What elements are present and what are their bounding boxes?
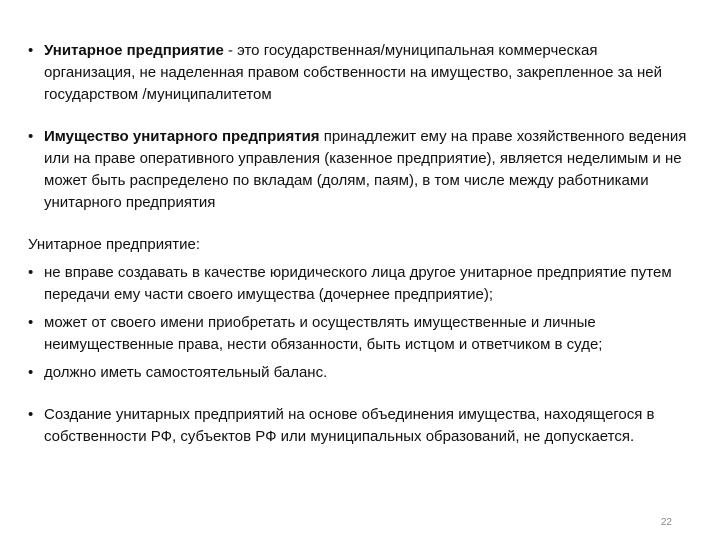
subheading: Унитарное предприятие: <box>28 236 200 253</box>
definition-text: - это государственная/муниципальная коммерческая организация, не наделенная правом собственности на имущество, закрепленное за ней государством /муниципалитетом <box>44 42 663 103</box>
bullet-dot: • <box>28 264 34 281</box>
definition-term: Унитарное предприятие <box>44 42 224 59</box>
property-term: Имущество унитарного предприятия <box>44 128 320 145</box>
list-item-text: может от своего имени приобретать и осуществлять имущественные и личные неимущественные права, нести обязанности, быть истцом и ответчиком в суде; <box>44 314 603 353</box>
list-item <box>28 262 688 306</box>
bullet-dot: • <box>28 406 34 423</box>
bullet-dot: • <box>28 42 34 59</box>
slide-content <box>28 40 688 448</box>
list-item-text: не вправе создавать в качестве юридического лица другое унитарное предприятие путем передачи ему части своего имущества (дочернее предприятие); <box>44 264 672 303</box>
definition-bullet <box>28 40 688 106</box>
final-text: Создание унитарных предприятий на основе объединения имущества, находящегося в собственности РФ, субъектов РФ или муниципальных образований, не допускается. <box>44 406 655 445</box>
list-item <box>28 312 688 356</box>
list-item-text: должно иметь самостоятельный баланс. <box>44 364 328 381</box>
property-bullet <box>28 126 688 214</box>
property-text: принадлежит ему на праве хозяйственного ведения или на праве оперативного управления (казенное предприятие), является неделимым и не может быть распределено по вкладам (долям, паям), в том числе между работниками унитарного предприятия <box>44 128 687 211</box>
bullet-dot: • <box>28 364 34 381</box>
bullet-dot: • <box>28 128 34 145</box>
final-bullet <box>28 404 688 448</box>
list-item <box>28 362 688 384</box>
bullet-dot: • <box>28 314 34 331</box>
page-number: 22 <box>660 517 672 528</box>
